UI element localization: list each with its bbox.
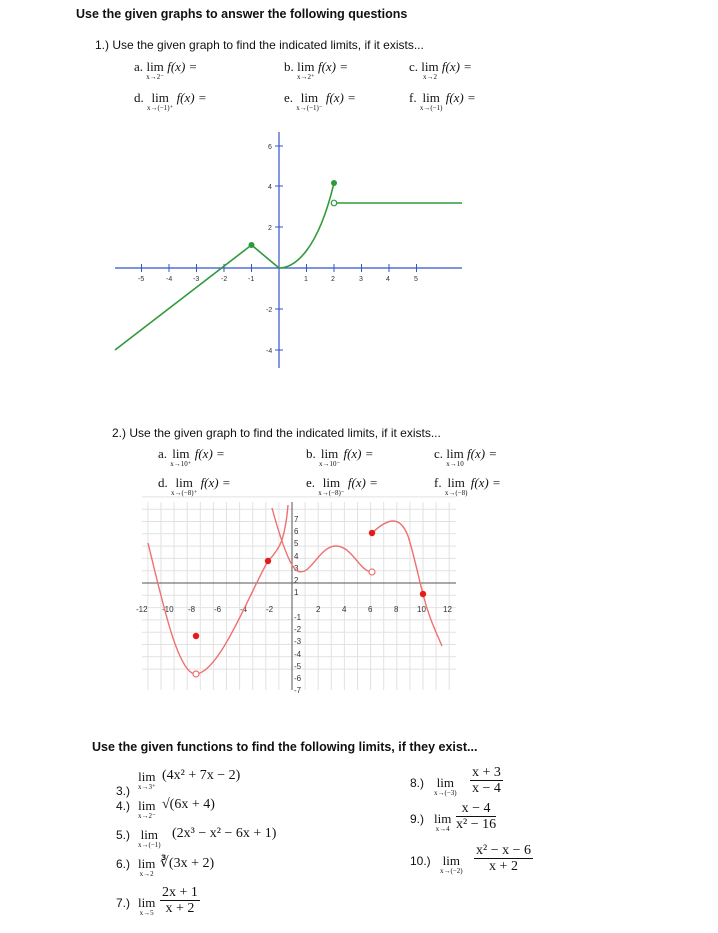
- g2-ytick: 3: [294, 564, 299, 573]
- g2-ytick: -7: [294, 686, 302, 695]
- graph2-closed-point: [420, 591, 426, 597]
- q2-item-e: e. lim x→(−8)⁻ f(x) =: [306, 475, 378, 497]
- g1-ytick: 2: [268, 225, 272, 232]
- g1-ytick: -4: [266, 348, 273, 355]
- graph2-closed-point: [265, 558, 271, 564]
- q2-item-a: a. lim x→10⁺ f(x) =: [158, 446, 225, 468]
- g2-xtick: 10: [417, 605, 426, 614]
- g1-xtick: 5: [414, 276, 418, 283]
- g1-ytick: 6: [268, 144, 272, 151]
- g2-ytick: -1: [294, 613, 302, 622]
- g1-xtick: -1: [248, 276, 255, 283]
- g2-xtick: -6: [214, 605, 222, 614]
- g2-ytick: -4: [294, 650, 302, 659]
- graph2-closed-point: [193, 633, 199, 639]
- graph2-open-point: [369, 569, 375, 575]
- g2-xtick: -10: [162, 605, 174, 614]
- q1-item-d: d. lim x→(−1)⁺ f(x) =: [134, 90, 207, 112]
- g1-ytick: 4: [268, 184, 272, 191]
- graph2-closed-point: [369, 530, 375, 536]
- g1-xtick: 4: [386, 276, 390, 283]
- q2-item-b: b. lim x→10⁻ f(x) =: [306, 446, 374, 468]
- q1-item-e: e. lim x→(−1)⁻ f(x) =: [284, 90, 356, 112]
- g2-ytick: 2: [294, 576, 299, 585]
- q1-prompt: 1.) Use the given graph to find the indicated limits, if it exists...: [95, 38, 424, 52]
- q2-item-d: d. lim x→(−8)⁺ f(x) =: [158, 475, 231, 497]
- g2-ytick: -5: [294, 662, 302, 671]
- q1-item-b: b. lim x→2⁺ f(x) =: [284, 59, 349, 81]
- g1-xtick: 1: [304, 276, 308, 283]
- g1-xtick: -3: [193, 276, 200, 283]
- q1-item-c: c. lim x→2 f(x) =: [409, 59, 472, 81]
- g2-xtick: -8: [188, 605, 196, 614]
- g1-xtick: 3: [359, 276, 363, 283]
- graph2-open-point: [193, 671, 199, 677]
- g2-ytick: -3: [294, 637, 302, 646]
- g2-xtick: 8: [394, 605, 399, 614]
- g2-xtick: 6: [368, 605, 373, 614]
- g2-xtick: -12: [136, 605, 148, 614]
- g1-xtick: 2: [331, 276, 335, 283]
- graph2-segment-rise: [268, 505, 288, 561]
- g1-xtick: -5: [138, 276, 145, 283]
- g2-ytick: -6: [294, 674, 302, 683]
- g2-ytick: -2: [294, 625, 302, 634]
- section2-title: Use the given functions to find the following limits, if they exist...: [92, 740, 478, 754]
- g2-xtick: 4: [342, 605, 347, 614]
- g1-ytick: -2: [266, 307, 273, 314]
- g2-xtick: 2: [316, 605, 321, 614]
- g2-xtick: 12: [443, 605, 452, 614]
- g2-ytick: 1: [294, 588, 299, 597]
- g2-ytick: 6: [294, 527, 299, 536]
- g2-ytick: 5: [294, 539, 299, 548]
- g2-xtick: -4: [240, 605, 248, 614]
- q2-item-f: f. lim x→(−8) f(x) =: [434, 475, 501, 497]
- q2-item-c: c. lim x→10 f(x) =: [434, 446, 498, 468]
- q1-item-a: a. lim x→2⁻ f(x) =: [134, 59, 198, 81]
- g2-ytick: 4: [294, 552, 299, 561]
- q2-prompt: 2.) Use the given graph to find the indicated limits, if it exists...: [112, 426, 441, 440]
- g2-ytick: 7: [294, 515, 299, 524]
- g1-xtick: -2: [221, 276, 228, 283]
- g2-xtick: -2: [266, 605, 274, 614]
- q1-item-f: f. lim x→(−1) f(x) =: [409, 90, 476, 112]
- g1-xtick: -4: [166, 276, 173, 283]
- page-title: Use the given graphs to answer the following questions: [76, 7, 408, 21]
